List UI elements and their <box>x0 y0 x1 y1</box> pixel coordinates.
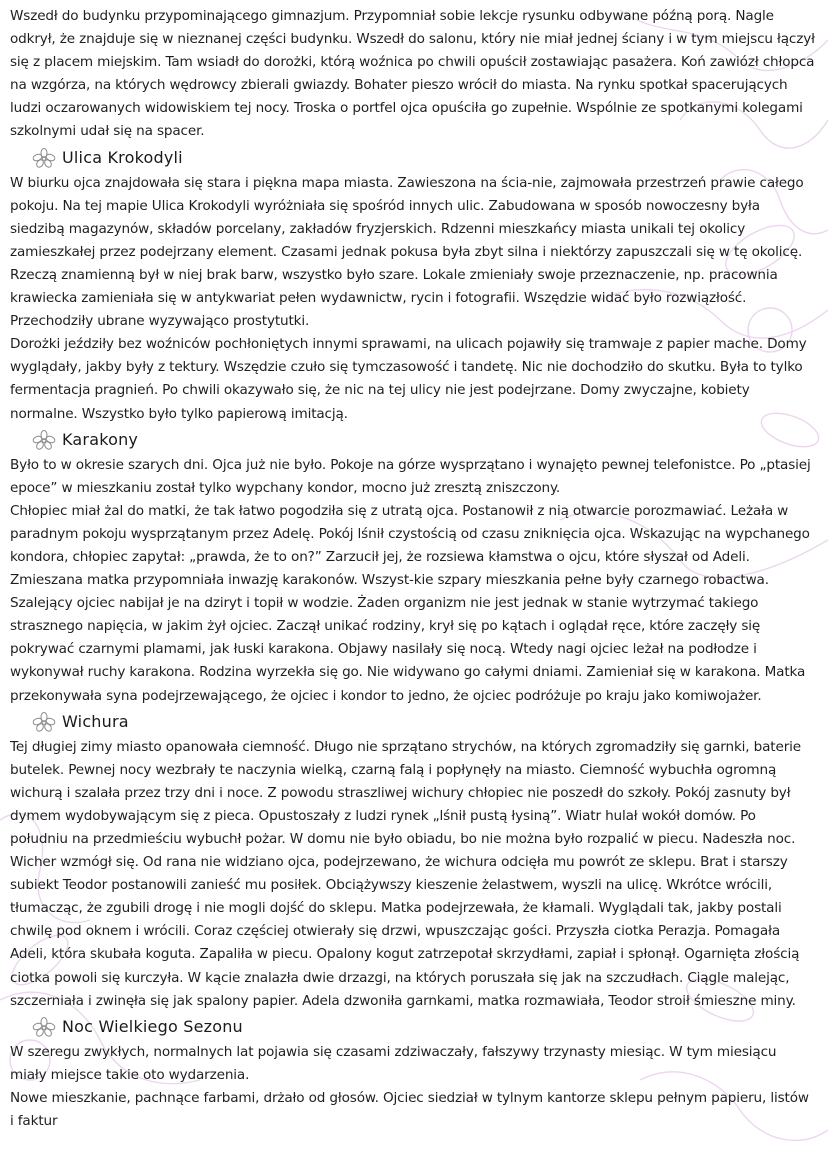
section-heading-noc-wielkiego-sezonu <box>32 1013 816 1041</box>
section-paragraph: W biurku ojca znajdowała się stara i piękna mapa miasta. Zawieszona na ścia-nie, zajmowała przestrzeń prawie całego pokoju. Na tej mapie Ulica Krokodyli wyróżniała się spośród innych ulic. Zabudowana w sposób nowoczesny była siedzibą magazynów, składów porcelany, zakładów fryzjerskich. Rdzenni mieszkańcy miasta unikali tej okolicy zamieszkałej przez podejrzany element. Czasami jednak pokusa była zbyt silna i niektórzy zapuszczali się w tę okolicę. Rzeczą znamienną był w niej brak barw, wszystko było szare. Lokale zmieniały swoje przeznaczenie, np. pracownia krawiecka zamieniała się w antykwariat pełen wydawnictw, rycin i fotografii. Wszędzie widać było rozwiązłość. Przechodziły ubrane wyzywająco prostytutki. <box>10 174 804 330</box>
flower-icon <box>32 430 56 450</box>
flower-icon <box>32 712 56 732</box>
section-heading-ulica-krokodyli <box>32 144 816 172</box>
section-paragraph: Dorożki jeździły bez woźniców pochłoniętych innymi sprawami, na ulicach pojawiły się tramwaje z papier mache. Domy wyglądały, jakby były z tektury. Wszędzie czuło się tymczasowość i tandetę. Nic nie dochodziło do skutku. Była to tylko fermentacja pragnień. Po chwili okazywało się, że nic na tej ulicy nie jest podejrzane. Domy zwyczajne, kobiety normalne. Wszystko było tylko papierową imitacją. <box>10 336 807 422</box>
section-heading-karakony <box>32 426 816 454</box>
flower-icon <box>32 1017 56 1037</box>
section-paragraph: Chłopiec miał żal do matki, że tak łatwo pogodziła się z utratą ojca. Postanowił z nią otwarcie porozmawiać. Leżała w paradnym pokoju wysprzątanym przez Adelę. Pokój lśnił czystością od czasu zniknięcia ojca. Wskazując na wypchanego kondora, chłopiec zapytał: „prawda, że to on?” Zarzucił jej, że rozsiewa kłamstwa o ojcu, które słyszał od Adeli. Zmieszana matka przypomniała inwazję karakonów. Wszyst-kie szpary mieszkania pełne były czarnego robactwa. Szalejący ojciec nabijał je na dziryt i topił w wodzie. Żaden organizm nie jest jednak w stanie wytrzymać takiego strasznego napięcia, w jakim żył ojciec. Zaczął unikać rodziny, krył się po kątach i oglądał ręce, które zaczęły się pokrywać czarnymi plamami, jak łuski karakona. Objawy nasilały się nocą. Wtedy nagi ojciec leżał na podłodze i wykonywał ruchy karakona. Rodzina wyrzekła się go. Nie widywano go całymi dniami. Zamieniał się w karakona. Matka przekonywała syna podejrzewającego, że ojciec i kondor to jedno, że ojciec podróżuje po kraju jako komiwojażer. <box>10 502 810 704</box>
section-heading-wichura <box>32 708 816 736</box>
section-paragraph: Było to w okresie szarych dni. Ojca już nie było. Pokoje na górze wysprzątano i wynajęto pewnej telefonistce. Po „ptasiej epoce” w mieszkaniu został tylko wypchany kondor, mocno już zresztą zniszczony. <box>10 456 811 496</box>
section-paragraph: Nowe mieszkanie, pachnące farbami, drżało od głosów. Ojciec siedział w tylnym kantorze sklepu pełnym papieru, listów i faktur <box>10 1089 809 1130</box>
intro-paragraph: Wszedł do budynku przypominającego gimnazjum. Przypomniał sobie lekcje rysunku odbywane późną porą. Nagle odkrył, że znajduje się w nieznanej części budynku. Wszedł do salonu, który nie miał jednej ściany i w tym miejscu łączył się z placem miejskim. Tam wsiadł do dorożki, którą woźnica po chwili opuścił zostawiając pasażera. Koń zawiózł chłopca na wzgórza, na których wędrowcy zbierali gwiazdy. Bohater pieszo wrócił do miasta. Na rynku spotkał spacerujących ludzi oczarowanych widowiskiem tej nocy. Troska o portfel ojca opuściła go zupełnie. Wspólnie ze spotkanymi kolegami szkolnymi udał się na spacer. <box>10 8 815 140</box>
section-title: Noc Wielkiego Sezonu <box>62 1017 243 1037</box>
section-title: Wichura <box>62 712 129 732</box>
section-title: Ulica Krokodyli <box>62 148 183 168</box>
section-paragraph: Tej długiej zimy miasto opanowała ciemność. Długo nie sprzątano strychów, na których zgromadziły się garnki, baterie butelek. Pewnej nocy wezbrały te naczynia wielką, czarną falą i popłynęły na miasto. Ciemność wybuchła ogromną wichurą i szalała przez trzy dni i noce. Z powodu straszliwej wichury chłopiec nie poszedł do szkoły. Pokój zasnuty był dymem wydobywającym się z pieca. Opustoszały z ludzi rynek „lśnił pustą łysiną”. Wiatr hulał wokół domów. Po południu na przedmieściu wybuchł pożar. W domu nie było obiadu, bo nie można było rozpalić w piecu. Nadeszła noc. Wicher wzmógł się. Od rana nie widziano ojca, podejrzewano, że wichura odcięła mu powrót ze sklepu. Brat i starszy subiekt Teodor postanowili zanieść mu posiłek. Obciążywszy kieszenie żelastwem, wyszli na ulicę. Wkrótce wrócili, tłumacząc, że zgubili drogę i nie mogli dojść do sklepu. Matka podejrzewała, że kłamali. Wyglądali tak, jakby postali chwilę pod oknem i wrócili. Coraz częściej otwierały się drzwi, wpuszczając gości. Przyszła ciotka Perazja. Pomagała Adeli, która skubała koguta. Zapaliła w piecu. Opalony kogut zatrzepotał skrzydłami, zapiał i spłonął. Ogarnięta złością ciotka powoli się kurczyła. W kącie znalazła dwie drzazgi, na których poruszała się jak na szczudłach. Ciągle malejąc, szczerniała i zwinęła się jak spalony papier. Adela dzwoniła garnkami, matka rozmawiała, Teodor stroił śmieszne miny. <box>10 738 801 1009</box>
section-paragraph: W szeregu zwykłych, normalnych lat pojawia się czasami zdziwaczały, fałszywy trzynasty miesiąc. W tym miesiącu miały miejsce takie oto wydarzenia. <box>10 1043 777 1083</box>
flower-icon <box>32 148 56 168</box>
section-title: Karakony <box>62 430 139 450</box>
